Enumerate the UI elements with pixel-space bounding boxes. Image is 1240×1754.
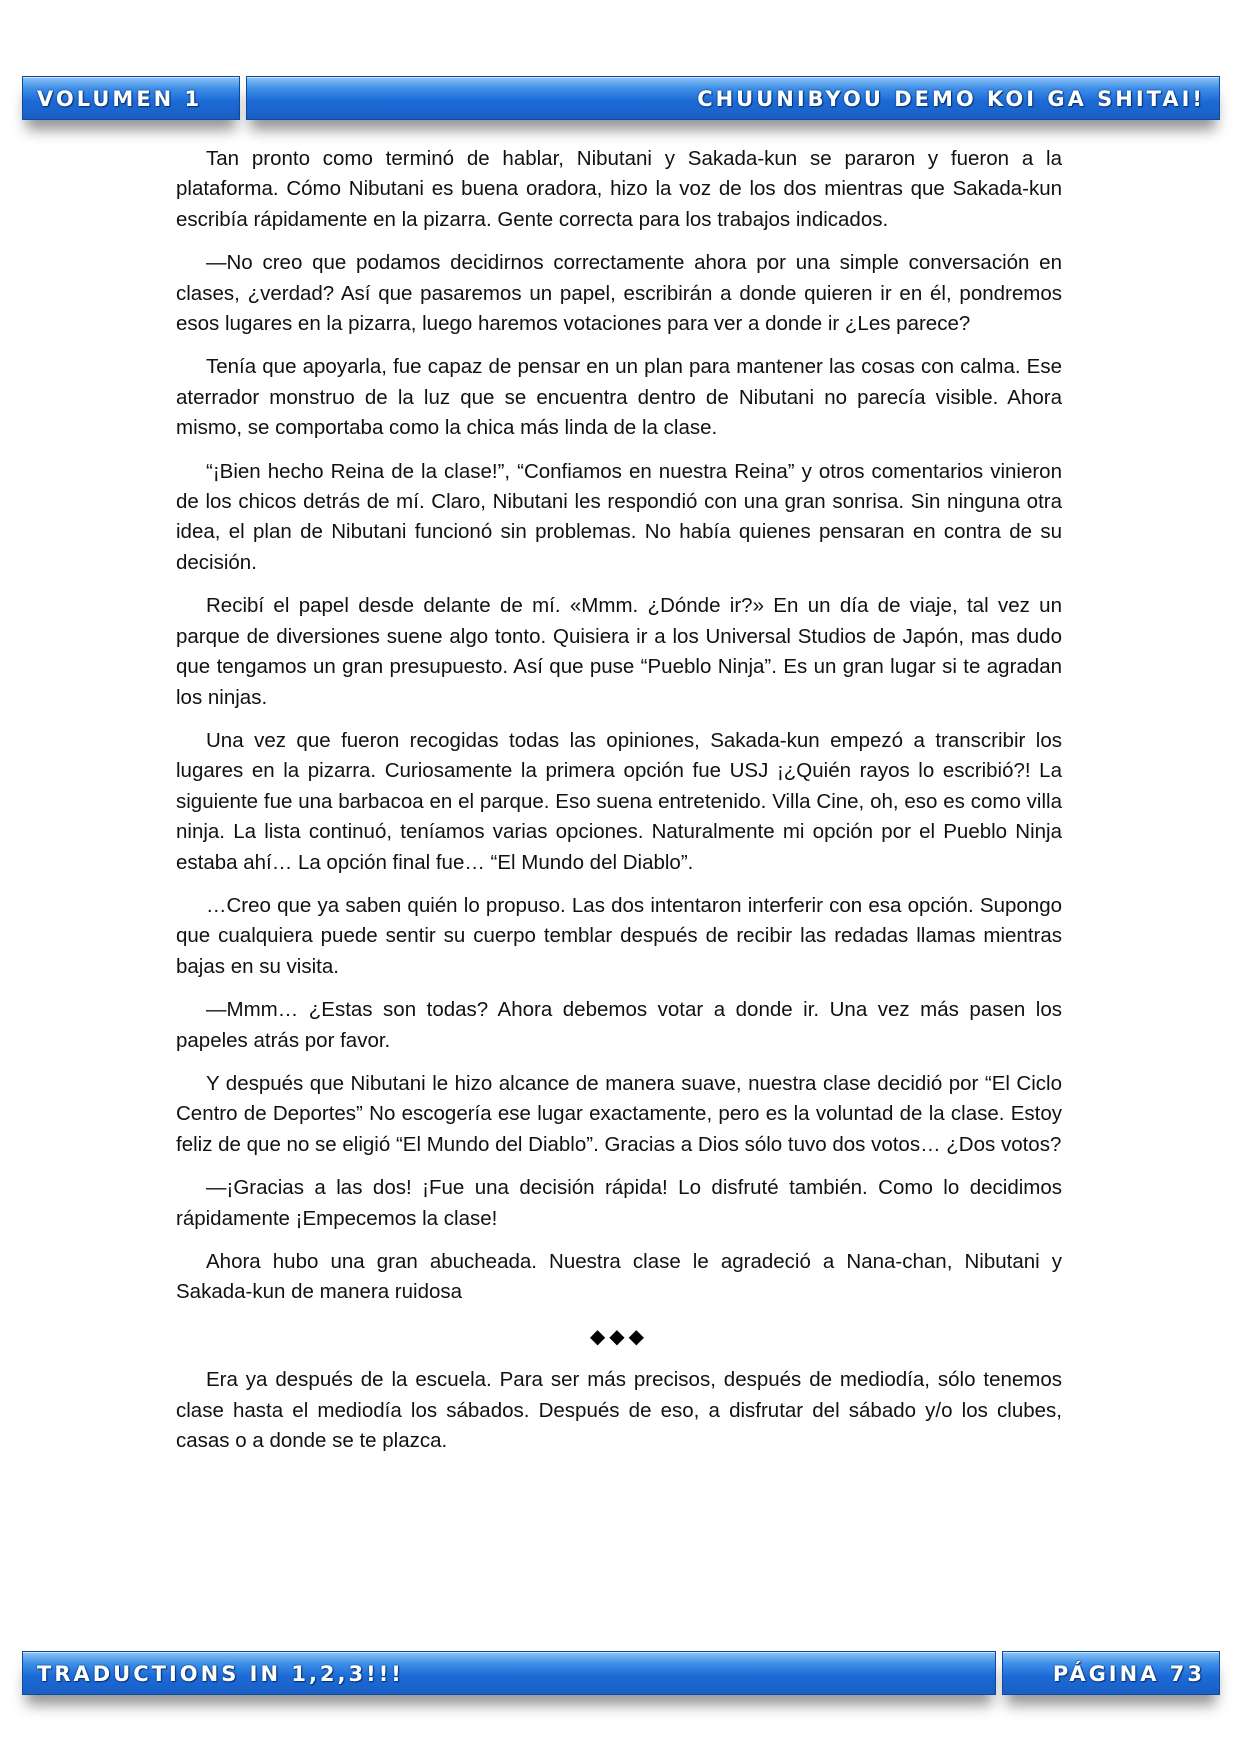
header-title-label: CHUUNIBYOU DEMO KOI GA SHITAI! (697, 87, 1205, 111)
paragraph: Tan pronto como terminó de hablar, Nibutani y Sakada-kun se pararon y fueron a la plataforma. Cómo Nibutani es buena oradora, hizo la voz de los dos mientras que Sakada-kun escribía rápidamente en la pizarra. Gente correcta para los trabajos indicados. (176, 147, 1062, 231)
paragraph: Era ya después de la escuela. Para ser más precisos, después de mediodía, sólo tenemos clase hasta el mediodía los sábados. Después de eso, a disfrutar del sábado y/o los clubes, casas o a donde se te plazca. (176, 1368, 1062, 1453)
footer-group-banner (22, 1651, 996, 1695)
scene-break-diamonds: ◆◆◆ (589, 1323, 649, 1348)
paragraph: —¡Gracias a las dos! ¡Fue una decisión rápida! Lo disfruté también. Como lo decidimos rápidamente ¡Empecemos la clase! (176, 1176, 1062, 1230)
paragraph: —No creo que podamos decidirnos correctamente ahora por una simple conversación en clases, ¿verdad? Así que pasaremos un papel, escribirán a donde quieren ir en él, pondremos esos lugares en la pizarra, luego haremos votaciones para ver a donde ir ¿Les parece? (176, 251, 1062, 336)
paragraph: Una vez que fueron recogidas todas las opiniones, Sakada-kun empezó a transcribir los lugares en la pizarra. Curiosamente la primera opción fue USJ ¡¿Quién rayos lo escribió?! La siguiente fue una barbacoa en el parque. Eso suena entretenido. Villa Cine, oh, eso es como villa ninja. La lista continuó, teníamos varias opciones. Naturalmente mi opción por el Pueblo Ninja estaba ahí… La opción final fue… “El Mundo del Diablo”. (176, 728, 1062, 874)
paragraph: Tenía que apoyarla, fue capaz de pensar en un plan para mantener las cosas con calma. Ese aterrador monstruo de la luz que se encuentra dentro de Nibutani no parecía visible. Ahora mismo, se comportaba como la chica más linda de la clase. (176, 355, 1062, 440)
paragraph: Ahora hubo una gran abucheada. Nuestra clase le agradeció a Nana-chan, Nibutani y Sakada-kun de manera ruidosa (176, 1250, 1062, 1304)
header-volume-banner (22, 76, 240, 120)
footer-page-banner (1002, 1651, 1220, 1695)
paragraph: “¡Bien hecho Reina de la clase!”, “Confiamos en nuestra Reina” y otros comentarios vinieron de los chicos detrás de mí. Claro, Nibutani les respondió con una gran sonrisa. Sin ninguna otra idea, el plan de Nibutani funcionó sin problemas. No había quienes pensaran en contra de su decisión. (176, 459, 1062, 574)
header-title-banner (246, 76, 1220, 120)
paragraph: …Creo que ya saben quién lo propuso. Las dos intentaron interferir con esa opción. Supongo que cualquiera puede sentir su cuerpo temblar después de recibir las redadas llamas mientras bajas en su visita. (176, 893, 1062, 978)
footer-group-label: TRADUCTIONS IN 1,2,3!!! (37, 1662, 404, 1686)
chapter-text (176, 144, 1062, 1469)
paragraph: —Mmm… ¿Estas son todas? Ahora debemos votar a donde ir. Una vez más pasen los papeles atrás por favor. (176, 998, 1062, 1052)
header-volume-label: VOLUMEN 1 (37, 87, 203, 111)
paragraph: Y después que Nibutani le hizo alcance de manera suave, nuestra clase decidió por “El Ciclo Centro de Deportes” No escogería ese lugar exactamente, pero es la voluntad de la clase. Estoy feliz de que no se eligió “El Mundo del Diablo”. Gracias a Dios sólo tuvo dos votos… ¿Dos votos? (176, 1071, 1062, 1156)
paragraph: Recibí el papel desde delante de mí. «Mmm. ¿Dónde ir?» En un día de viaje, tal vez un parque de diversiones suene algo tonto. Quisiera ir a los Universal Studios de Japón, mas dudo que tengamos un gran presupuesto. Así que puse “Pueblo Ninja”. Es un gran lugar si te agradan los ninjas. (176, 594, 1062, 709)
footer-page-number: PÁGINA 73 (1052, 1662, 1205, 1686)
